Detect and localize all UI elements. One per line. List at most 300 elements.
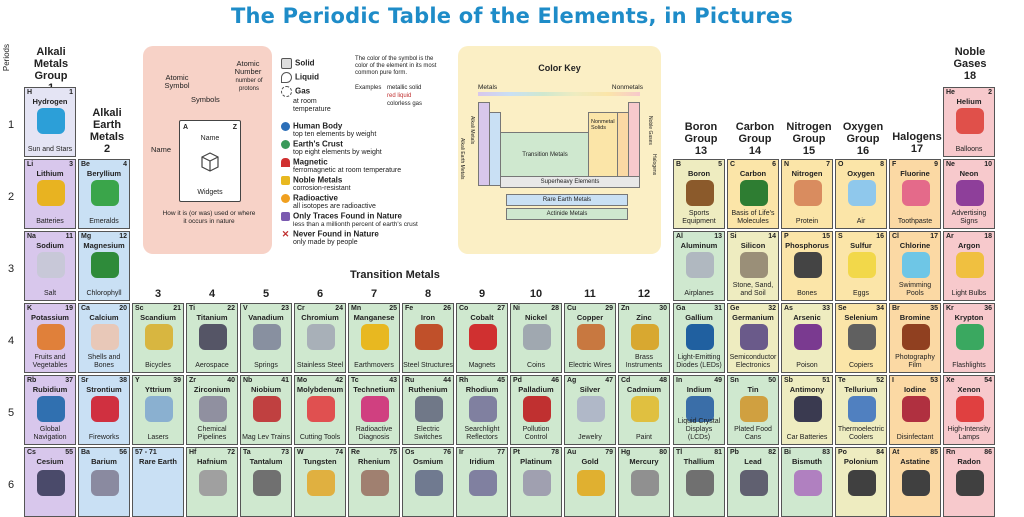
- element-number: 78: [551, 449, 559, 456]
- element-picture-icon: [740, 396, 768, 422]
- group-13-label: Boron Group 13: [684, 121, 718, 157]
- element-symbol: Ga: [676, 305, 686, 312]
- element-cell-molybdenum[interactable]: [294, 375, 346, 445]
- element-number: 51: [822, 377, 830, 384]
- element-name: Yttrium: [144, 385, 172, 394]
- element-cell-ruthenium[interactable]: [402, 375, 454, 445]
- element-symbol: Pd: [513, 377, 522, 384]
- element-name: Iridium: [469, 457, 495, 466]
- name-label: Name: [151, 145, 172, 154]
- element-symbol: Ba: [81, 449, 90, 456]
- example-colorless: colorless gas: [387, 101, 423, 107]
- element-cell-argon[interactable]: [943, 231, 995, 301]
- element-number: 83: [822, 449, 830, 456]
- element-use: Balloons: [955, 146, 983, 153]
- element-picture-icon: [631, 396, 659, 422]
- element-use: High-Intensity Lamps: [947, 426, 991, 441]
- element-cell-calcium[interactable]: [78, 303, 130, 373]
- transition-swatch: Transition Metals: [500, 132, 590, 178]
- element-cell-aluminum[interactable]: [673, 231, 725, 301]
- example-red: red liquid: [387, 93, 412, 99]
- element-number: 48: [659, 377, 667, 384]
- element-picture-icon: [91, 396, 119, 422]
- element-number: 38: [119, 377, 127, 384]
- element-cell-cesium[interactable]: [24, 447, 76, 517]
- element-picture-icon: [91, 252, 119, 278]
- alkali-label: Alkali Metals: [469, 116, 475, 145]
- element-number: 84: [876, 449, 884, 456]
- element-number: 2: [988, 89, 992, 96]
- element-cell-tungsten[interactable]: [294, 447, 346, 517]
- element-number: 81: [714, 449, 722, 456]
- element-name: Silver: [579, 385, 601, 394]
- element-name: Chromium: [301, 313, 339, 322]
- element-picture-icon: [956, 324, 984, 350]
- element-picture-icon: [145, 396, 173, 422]
- element-cell-cobalt[interactable]: [456, 303, 508, 373]
- element-picture-icon: [415, 470, 443, 496]
- element-cell-technetium[interactable]: [348, 375, 400, 445]
- element-picture-icon: [307, 324, 335, 350]
- element-picture-icon: [848, 252, 876, 278]
- element-number: 34: [876, 305, 884, 312]
- element-picture-icon: [199, 470, 227, 496]
- element-cell-rhenium[interactable]: [348, 447, 400, 517]
- element-number: 31: [714, 305, 722, 312]
- element-cell-strontium[interactable]: [78, 375, 130, 445]
- element-name: Ruthenium: [408, 385, 448, 394]
- element-name: Rubidium: [32, 385, 68, 394]
- element-cell-iodine[interactable]: [889, 375, 941, 445]
- element-name: Oxygen: [847, 169, 875, 178]
- element-symbol: Zn: [621, 305, 630, 312]
- element-cell-gallium[interactable]: [673, 303, 725, 373]
- element-number: 46: [551, 377, 559, 384]
- element-symbol: Y: [135, 377, 140, 384]
- element-number: 33: [822, 305, 830, 312]
- element-cell-indium[interactable]: [673, 375, 725, 445]
- element-name: Iodine: [903, 385, 927, 394]
- element-use: Magnets: [468, 362, 496, 369]
- element-use: Paint: [636, 434, 652, 441]
- element-use: Chemical Pipelines: [197, 426, 227, 441]
- group-number: 9: [478, 288, 486, 300]
- element-cell-krypton[interactable]: [943, 303, 995, 373]
- element-number: 17: [930, 233, 938, 240]
- element-symbol: H: [27, 89, 33, 96]
- element-cell-tantalum[interactable]: [240, 447, 292, 517]
- element-cell-antimony[interactable]: [781, 375, 833, 445]
- halogens-label: Halogens: [651, 154, 657, 176]
- element-symbol: Ir: [459, 449, 464, 456]
- element-name: Tellurium: [844, 385, 878, 394]
- traces-sub: less than a millionth percent of earth's crust: [293, 221, 418, 228]
- element-cell-fluorine[interactable]: [889, 159, 941, 229]
- element-number: 9: [934, 161, 938, 168]
- atomic-symbol-label: Atomic Symbol: [164, 73, 190, 90]
- element-use: Photography Film: [895, 354, 935, 369]
- element-cell-bismuth[interactable]: [781, 447, 833, 517]
- metals-gradient: [478, 92, 640, 96]
- element-number: 45: [497, 377, 505, 384]
- noble-swatch: [628, 102, 640, 178]
- period-number: 5: [7, 407, 15, 419]
- human-icon: [281, 122, 290, 131]
- element-cell-silver[interactable]: [564, 375, 616, 445]
- element-number: 44: [443, 377, 451, 384]
- color-key-title: Color Key: [538, 63, 581, 73]
- element-picture-icon: [307, 396, 335, 422]
- element-name: Lead: [744, 457, 762, 466]
- element-cell-helium[interactable]: [943, 87, 995, 157]
- element-picture-icon: [199, 396, 227, 422]
- element-cell-tin[interactable]: [727, 375, 779, 445]
- element-picture-icon: [794, 252, 822, 278]
- element-symbol: Al: [676, 233, 683, 240]
- element-symbol: Ne: [946, 161, 955, 168]
- element-symbol: Co: [459, 305, 469, 312]
- symbols-label: Symbols: [191, 95, 220, 104]
- element-cell-nickel[interactable]: [510, 303, 562, 373]
- element-picture-icon: [956, 396, 984, 422]
- element-picture-icon: [902, 470, 930, 496]
- element-picture-icon: [91, 180, 119, 206]
- element-cell-zirconium[interactable]: [186, 375, 238, 445]
- element-cell-hydrogen[interactable]: [24, 87, 76, 157]
- element-name: Phosphorus: [785, 241, 829, 250]
- element-use: Light-Emitting Diodes (LEDs): [676, 354, 722, 369]
- legend-radioactive: Radioactive: [281, 194, 338, 203]
- element-use: Salt: [43, 290, 57, 297]
- element-cell-neon[interactable]: [943, 159, 995, 229]
- element-cell-hafnium[interactable]: [186, 447, 238, 517]
- traces-icon: [281, 212, 290, 221]
- element-number: 24: [335, 305, 343, 312]
- element-name: Antimony: [789, 385, 825, 394]
- metals-label: Metals: [478, 84, 498, 91]
- element-number: 30: [659, 305, 667, 312]
- sample-use: Widgets: [197, 189, 223, 196]
- element-cell-rare-earth[interactable]: [132, 447, 184, 517]
- element-cell-sulfur[interactable]: [835, 231, 887, 301]
- element-cell-thallium[interactable]: [673, 447, 725, 517]
- element-picture-icon: [740, 252, 768, 278]
- element-picture-icon: [37, 252, 65, 278]
- page-title: The Periodic Table of the Elements, in Pictures: [230, 4, 794, 28]
- magnetic-sub: ferromagnetic at room temperature: [293, 167, 402, 174]
- element-name: Astatine: [900, 457, 930, 466]
- element-name: Mercury: [629, 457, 659, 466]
- element-cell-gold[interactable]: [564, 447, 616, 517]
- element-number: 14: [768, 233, 776, 240]
- element-picture-icon: [956, 470, 984, 496]
- color-key-panel: [458, 46, 661, 254]
- element-legend-panel: [143, 46, 272, 254]
- element-name: Technetium: [353, 385, 395, 394]
- element-name: Iron: [420, 313, 436, 322]
- element-cell-oxygen[interactable]: [835, 159, 887, 229]
- element-number: 85: [930, 449, 938, 456]
- element-picture-icon: [740, 470, 768, 496]
- element-use: Lasers: [147, 434, 169, 441]
- element-cell-silicon[interactable]: [727, 231, 779, 301]
- element-symbol: Rh: [459, 377, 469, 384]
- element-number: 13: [714, 233, 722, 240]
- element-name: Indium: [686, 385, 712, 394]
- element-cell-chlorine[interactable]: [889, 231, 941, 301]
- element-name: Rare Earth: [139, 457, 177, 466]
- group-number: 6: [316, 288, 324, 300]
- period-number: 3: [7, 263, 15, 275]
- element-cell-iron[interactable]: [402, 303, 454, 373]
- element-picture-icon: [37, 470, 65, 496]
- element-symbol: Ni: [513, 305, 520, 312]
- element-name: Copper: [576, 313, 604, 322]
- element-picture-icon: [91, 470, 119, 496]
- element-cell-beryllium[interactable]: [78, 159, 130, 229]
- element-cell-astatine[interactable]: [889, 447, 941, 517]
- element-name: Osmium: [412, 457, 443, 466]
- element-symbol: Ge: [730, 305, 740, 312]
- sample-symbol: A: [183, 124, 189, 131]
- element-cell-zinc[interactable]: [618, 303, 670, 373]
- element-cell-barium[interactable]: [78, 447, 130, 517]
- element-number: 26: [443, 305, 451, 312]
- legend-gas: Gas: [281, 86, 310, 97]
- element-number: 49: [714, 377, 722, 384]
- element-name: Zinc: [636, 313, 652, 322]
- element-cell-titanium[interactable]: [186, 303, 238, 373]
- element-cell-tellurium[interactable]: [835, 375, 887, 445]
- radioactive-sub: all isotopes are radioactive: [293, 203, 376, 210]
- element-cell-bromine[interactable]: [889, 303, 941, 373]
- element-number: 39: [173, 377, 181, 384]
- element-picture-icon: [469, 396, 497, 422]
- element-number: 43: [389, 377, 397, 384]
- element-symbol: Se: [838, 305, 847, 312]
- element-use: Basis of Life's Molecules: [731, 210, 775, 225]
- element-name: Platinum: [520, 457, 552, 466]
- element-use: Car Batteries: [786, 434, 828, 441]
- legend-never: ✕ Never Found in Nature: [281, 229, 379, 239]
- element-number: 15: [822, 233, 830, 240]
- element-use: Air: [856, 218, 866, 225]
- element-use: Searchlight Reflectors: [464, 426, 500, 441]
- element-cell-germanium[interactable]: [727, 303, 779, 373]
- group-2-label: Alkali Earth Metals 2: [89, 107, 125, 155]
- element-cell-mercury[interactable]: [618, 447, 670, 517]
- element-name: Scandium: [140, 313, 176, 322]
- element-symbol: P: [784, 233, 789, 240]
- group-number: 8: [424, 288, 432, 300]
- element-cell-lead[interactable]: [727, 447, 779, 517]
- element-cell-chromium[interactable]: [294, 303, 346, 373]
- element-cell-potassium[interactable]: [24, 303, 76, 373]
- actinide-swatch: Actinide Metals: [506, 208, 628, 220]
- element-number: 18: [984, 233, 992, 240]
- period-number: 6: [7, 479, 15, 491]
- element-name: Zirconium: [193, 385, 231, 394]
- element-use: Electric Switches: [413, 426, 442, 441]
- element-symbol: Cs: [27, 449, 36, 456]
- element-use: Jewelry: [578, 434, 602, 441]
- element-use: Cutting Tools: [299, 434, 341, 441]
- element-name: Titanium: [196, 313, 228, 322]
- legend-solid: Solid: [281, 58, 315, 69]
- group-number: 10: [529, 288, 543, 300]
- period-number: 1: [7, 119, 15, 131]
- element-symbol: Tc: [351, 377, 359, 384]
- element-name: Fluorine: [900, 169, 930, 178]
- element-cell-platinum[interactable]: [510, 447, 562, 517]
- element-cell-rubidium[interactable]: [24, 375, 76, 445]
- element-use: Protein: [795, 218, 819, 225]
- element-cell-osmium[interactable]: [402, 447, 454, 517]
- element-symbol: Re: [351, 449, 360, 456]
- element-symbol: In: [676, 377, 683, 384]
- element-cell-rhodium[interactable]: [456, 375, 508, 445]
- element-cell-sodium[interactable]: [24, 231, 76, 301]
- element-picture-icon: [686, 324, 714, 350]
- group-number: 4: [208, 288, 216, 300]
- element-number: 77: [497, 449, 505, 456]
- element-picture-icon: [523, 470, 551, 496]
- element-name: Polonium: [843, 457, 879, 466]
- element-number: 22: [227, 305, 235, 312]
- group-1-label: Alkali Metals Group: [33, 46, 69, 82]
- element-picture-icon: [361, 470, 389, 496]
- element-picture-icon: [523, 396, 551, 422]
- element-use: Steel Structures: [403, 362, 453, 369]
- element-cell-lithium[interactable]: [24, 159, 76, 229]
- element-cell-yttrium[interactable]: [132, 375, 184, 445]
- element-cell-arsenic[interactable]: [781, 303, 833, 373]
- element-symbol: Ar: [946, 233, 954, 240]
- element-symbol: Rb: [27, 377, 37, 384]
- element-cell-magnesium[interactable]: [78, 231, 130, 301]
- element-number: 23: [281, 305, 289, 312]
- element-cell-radon[interactable]: [943, 447, 995, 517]
- atomic-number-label: Atomic Number: [234, 59, 262, 76]
- element-cell-iridium[interactable]: [456, 447, 508, 517]
- element-use: Thermoelectric Coolers: [837, 426, 885, 441]
- element-cell-phosphorus[interactable]: [781, 231, 833, 301]
- element-symbol: Xe: [946, 377, 955, 384]
- element-picture-icon: [956, 180, 984, 206]
- element-picture-icon: [469, 470, 497, 496]
- element-symbol: W: [297, 449, 304, 456]
- element-number: 32: [768, 305, 776, 312]
- element-picture-icon: [415, 396, 443, 422]
- element-cell-manganese[interactable]: [348, 303, 400, 373]
- element-cell-xenon[interactable]: [943, 375, 995, 445]
- element-cell-scandium[interactable]: [132, 303, 184, 373]
- element-number: 86: [984, 449, 992, 456]
- element-symbol: As: [784, 305, 793, 312]
- element-picture-icon: [631, 324, 659, 350]
- element-cell-copper[interactable]: [564, 303, 616, 373]
- period-number: 2: [7, 191, 15, 203]
- element-name: Lithium: [36, 169, 64, 178]
- element-name: Barium: [91, 457, 117, 466]
- element-number: 35: [930, 305, 938, 312]
- element-number: 74: [335, 449, 343, 456]
- element-symbol: Li: [27, 161, 34, 168]
- element-picture-icon: [37, 396, 65, 422]
- element-number: 12: [119, 233, 127, 240]
- element-symbol: Sb: [784, 377, 793, 384]
- sample-cell: [179, 120, 241, 202]
- element-use: Disinfectant: [896, 434, 934, 441]
- element-use: Light Bulbs: [951, 290, 987, 297]
- element-cell-carbon[interactable]: [727, 159, 779, 229]
- element-name: Palladium: [518, 385, 554, 394]
- element-use: Sun and Stars: [27, 146, 73, 153]
- element-cell-niobium[interactable]: [240, 375, 292, 445]
- element-use: Advertising Signs: [951, 210, 987, 225]
- element-picture-icon: [956, 252, 984, 278]
- element-cell-cadmium[interactable]: [618, 375, 670, 445]
- element-name: Cadmium: [626, 385, 662, 394]
- element-symbol: Pt: [513, 449, 520, 456]
- element-use: Fruits and Vegetables: [32, 354, 68, 369]
- element-symbol: F: [892, 161, 897, 168]
- element-picture-icon: [469, 324, 497, 350]
- group-number: 11: [584, 288, 596, 300]
- element-symbol: Tl: [676, 449, 683, 456]
- element-symbol: Mg: [81, 233, 92, 240]
- element-picture-icon: [37, 324, 65, 350]
- element-cell-polonium[interactable]: [835, 447, 887, 517]
- element-picture-icon: [686, 252, 714, 278]
- element-name: Tin: [747, 385, 759, 394]
- group-number: 3: [154, 288, 162, 300]
- x-icon: ✕: [281, 229, 290, 239]
- element-symbol: Pb: [730, 449, 739, 456]
- transition-metals-label: Transition Metals: [350, 269, 440, 281]
- element-name: Strontium: [86, 385, 122, 394]
- element-cell-palladium[interactable]: [510, 375, 562, 445]
- element-picture-icon: [199, 324, 227, 350]
- element-number: 56: [119, 449, 127, 456]
- element-cell-selenium[interactable]: [835, 303, 887, 373]
- element-symbol: Kr: [946, 305, 954, 312]
- element-cell-boron[interactable]: [673, 159, 725, 229]
- element-name: Gallium: [685, 313, 713, 322]
- element-symbol: Po: [838, 449, 847, 456]
- element-cell-vanadium[interactable]: [240, 303, 292, 373]
- element-picture-icon: [145, 470, 173, 496]
- element-symbol: Br: [892, 305, 900, 312]
- group-number: 12: [637, 288, 651, 300]
- element-symbol: I: [892, 377, 894, 384]
- element-number: 1: [69, 89, 73, 96]
- element-use: Swimming Pools: [898, 282, 932, 297]
- element-symbol: Zr: [189, 377, 196, 384]
- element-symbol: Sn: [730, 377, 739, 384]
- element-picture-icon: [253, 324, 281, 350]
- element-cell-nitrogen[interactable]: [781, 159, 833, 229]
- element-use: Earthmovers: [354, 362, 394, 369]
- element-use: Electric Wires: [568, 362, 612, 369]
- element-name: Radon: [957, 457, 981, 466]
- element-symbol: Cr: [297, 305, 305, 312]
- group-15-label: Nitrogen Group 15: [786, 121, 832, 157]
- element-use: Eggs: [853, 290, 869, 297]
- element-symbol: Os: [405, 449, 415, 456]
- element-number: 29: [605, 305, 613, 312]
- sample-number: Z: [232, 124, 237, 131]
